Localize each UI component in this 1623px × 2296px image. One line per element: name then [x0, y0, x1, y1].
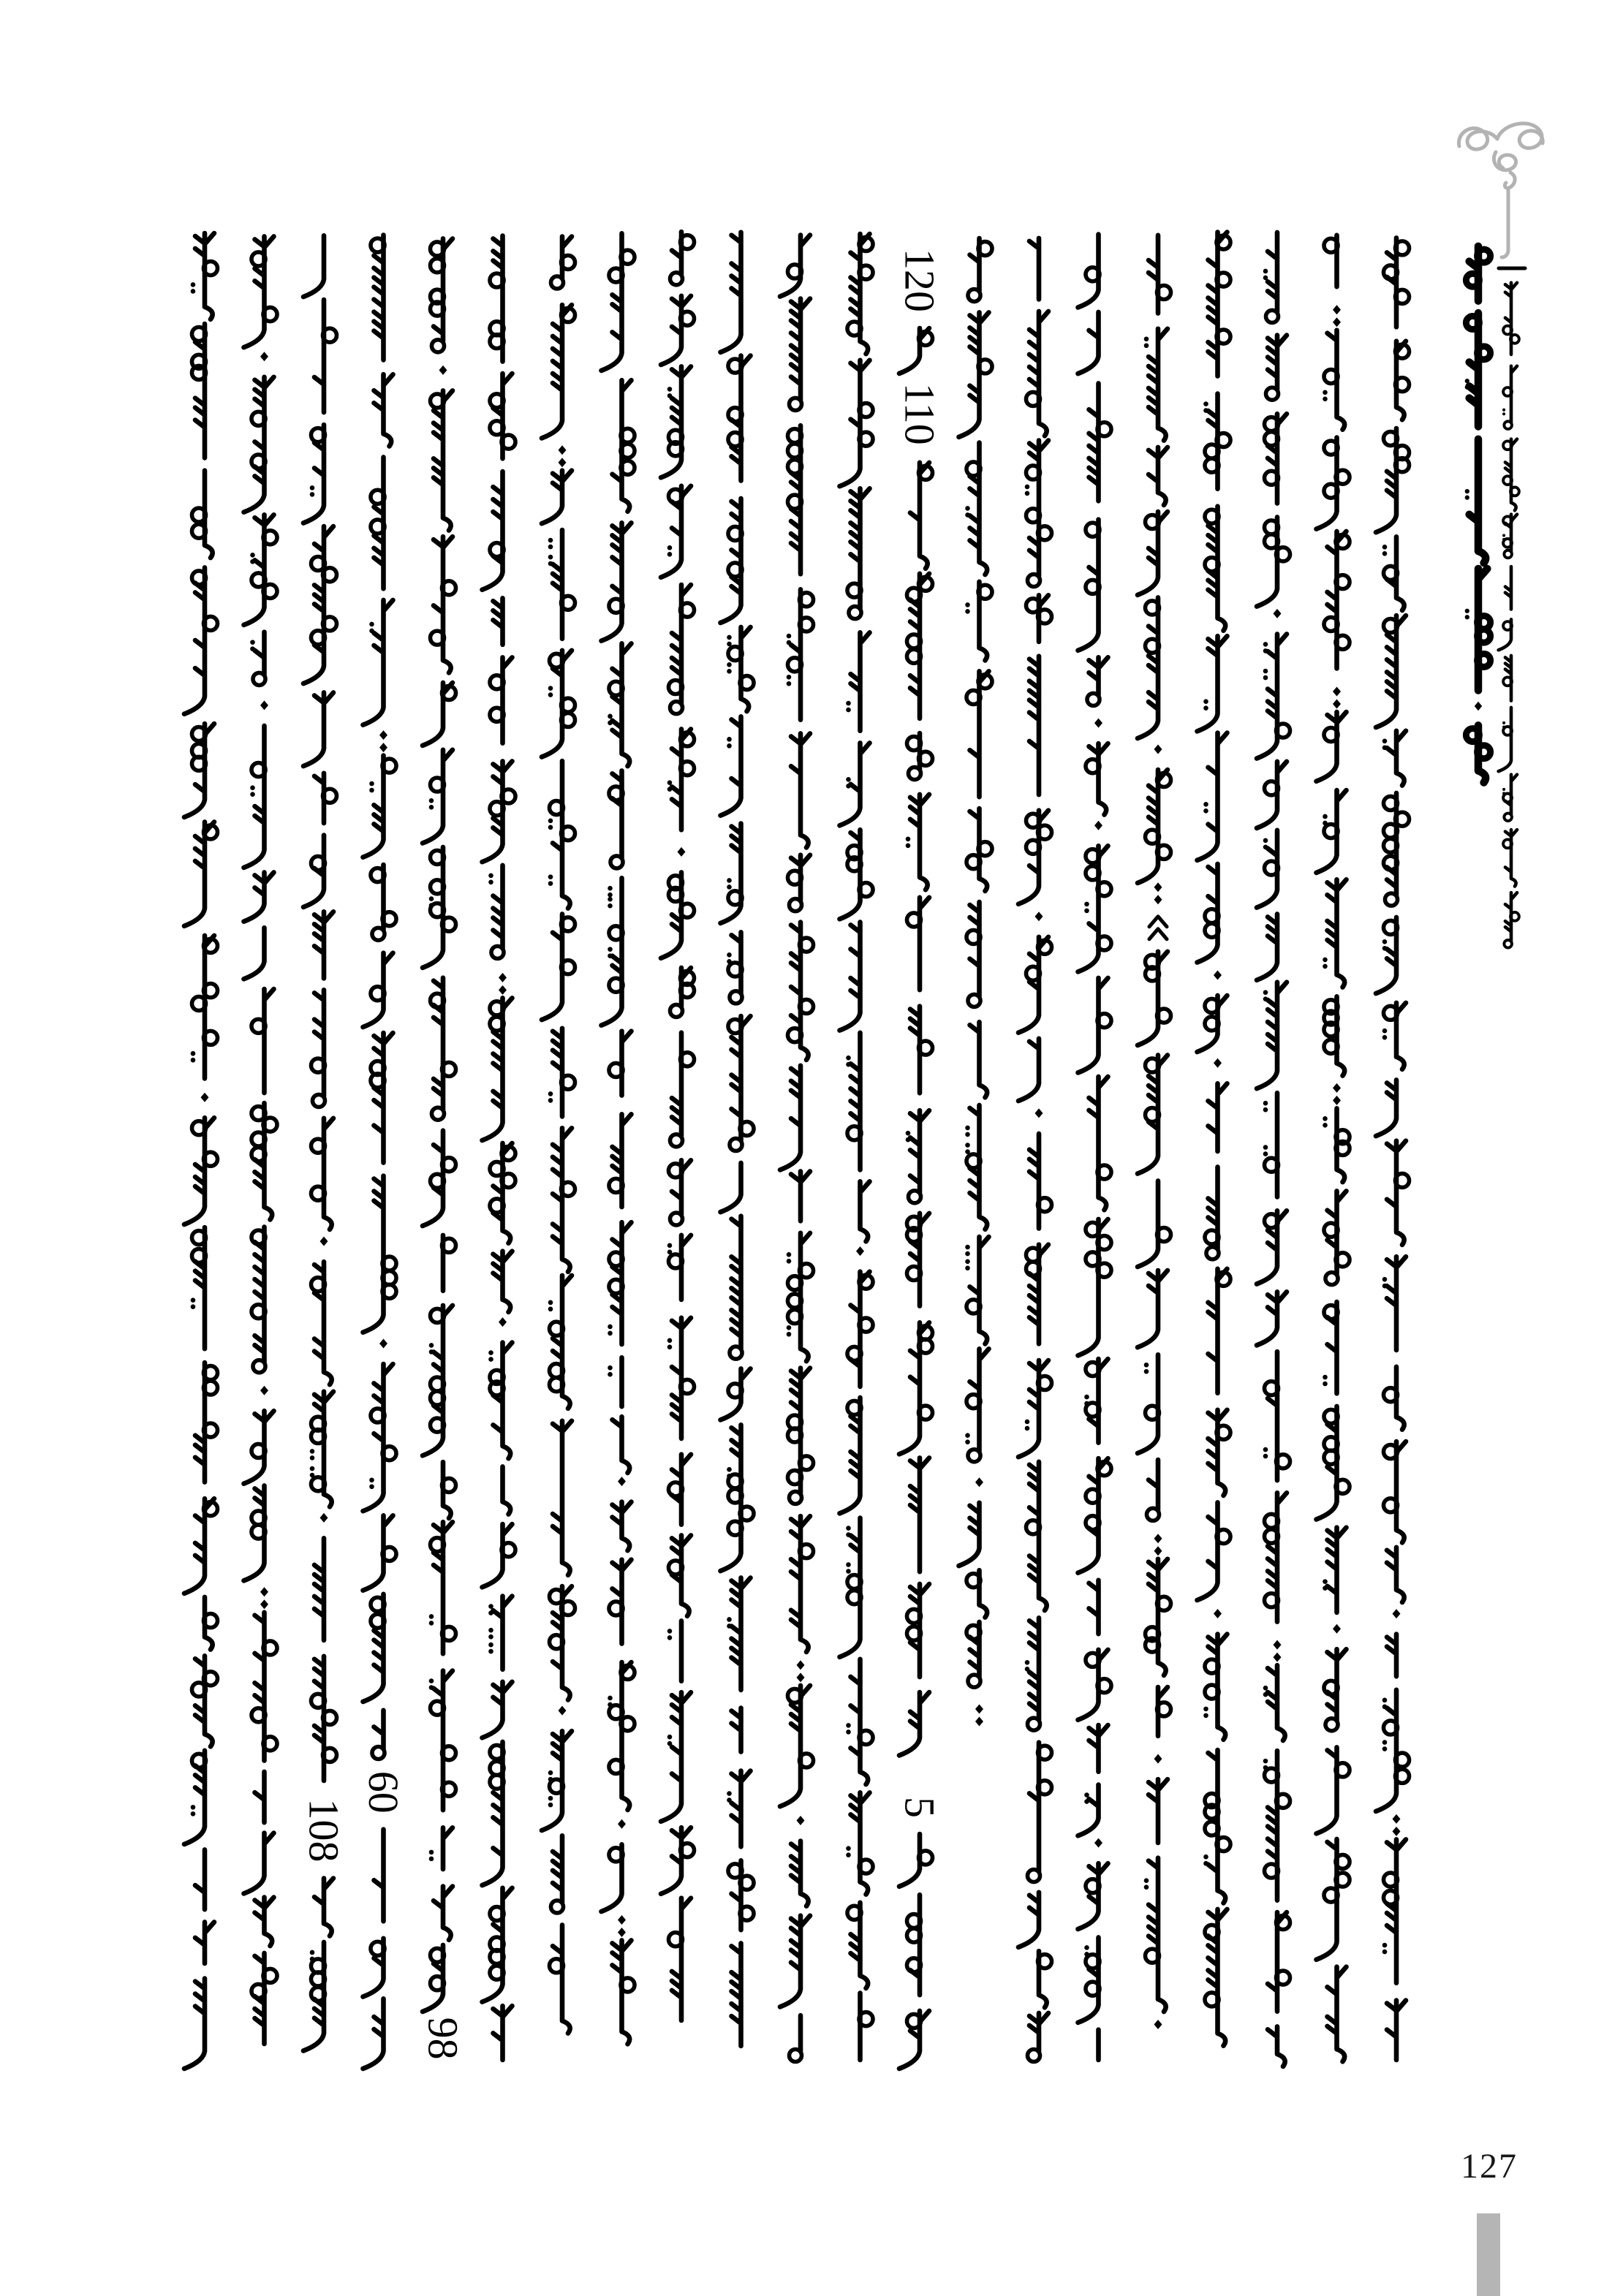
text-column: [840, 234, 874, 2060]
script-loop: [909, 768, 921, 780]
script-loop: [1325, 1273, 1338, 1285]
script-loop: [372, 928, 385, 940]
script-loop: [1503, 441, 1512, 450]
script-loop: [1028, 2050, 1040, 2062]
script-loop: [730, 1138, 742, 1151]
script-loop: [1503, 839, 1512, 848]
script-strokes: [1198, 232, 1227, 2046]
script-loop: [968, 289, 980, 302]
script-loop: [1028, 1870, 1040, 1882]
script-loop: [1028, 1718, 1040, 1730]
script-loop: [551, 276, 564, 289]
inline-number: 110: [896, 382, 944, 445]
script-loop: [1478, 629, 1491, 643]
text-column: [244, 236, 278, 2044]
text-column: [602, 233, 635, 2044]
script-loop: [372, 1747, 385, 1759]
script-loop: [253, 672, 265, 685]
script-loop: [1503, 516, 1512, 525]
script-dots: [906, 837, 911, 1143]
script-loop: [1466, 273, 1479, 287]
text-column: [542, 237, 575, 2034]
script-strokes: [1078, 235, 1108, 2060]
script-loop: [670, 273, 683, 285]
script-loop: [1504, 814, 1512, 822]
guillemet-mark: [1149, 917, 1167, 939]
text-column: [1078, 235, 1112, 2060]
text-column: [483, 235, 516, 2060]
inline-number: 60: [360, 1770, 407, 1814]
script-loop: [670, 1004, 683, 1017]
script-loop: [790, 398, 802, 410]
script-loop: [1478, 653, 1491, 667]
script-loop: [1385, 893, 1398, 906]
script-loop: [790, 899, 802, 912]
script-loop: [1503, 387, 1512, 396]
article-title-column: [1465, 246, 1491, 783]
script-strokes: [1317, 235, 1347, 2061]
script-loop: [1478, 346, 1491, 360]
script-loop: [1503, 677, 1512, 686]
script-loop: [1504, 940, 1512, 948]
script-loop: [670, 702, 683, 714]
script-loop: [1266, 387, 1279, 400]
script-loop: [849, 607, 861, 619]
script-loop: [1503, 476, 1512, 485]
text-column: [1198, 232, 1231, 2046]
inline-number: 5: [896, 1797, 944, 1818]
script-strokes: [244, 236, 274, 2044]
text-column: [184, 233, 218, 2069]
script-loop: [1466, 316, 1479, 329]
script-loop: [1466, 729, 1479, 742]
script-loop: [1503, 326, 1512, 335]
script-strokes: [840, 234, 870, 2060]
script-loop: [1503, 621, 1512, 630]
script-loop: [1504, 550, 1512, 558]
script-loop: [730, 1346, 742, 1359]
script-loop: [730, 991, 742, 1004]
text-column: [1317, 235, 1350, 2061]
script-loop: [790, 2050, 802, 2062]
script-loop: [313, 1094, 325, 1107]
script-loop: [1028, 575, 1040, 587]
script-loop: [968, 1450, 980, 1462]
script-strokes: [661, 232, 691, 2020]
script-loop: [1478, 746, 1491, 759]
script-loop: [670, 1134, 683, 1147]
script-loop: [1206, 1247, 1219, 1259]
script-loop: [1325, 1719, 1338, 1731]
script-loop: [551, 1901, 564, 1913]
script-loop: [1504, 421, 1512, 429]
text-column: [1257, 232, 1290, 2066]
script-loop: [1510, 335, 1519, 344]
script-loop: [1478, 249, 1491, 262]
script-strokes: [1376, 238, 1406, 2060]
script-loop: [909, 1191, 921, 1203]
script-strokes: [303, 235, 333, 2050]
script-loop: [968, 1675, 980, 1687]
text-column: [1018, 238, 1052, 2062]
text-column: [959, 238, 993, 1726]
script-loop: [790, 1491, 802, 1504]
inline-number: 108: [300, 1798, 348, 1863]
text-column: [420, 238, 467, 2059]
page-edge-tab: [1477, 2213, 1500, 2296]
text-column: [780, 235, 814, 2062]
inline-number: 120: [896, 249, 944, 312]
script-dots: [1502, 409, 1505, 795]
script-loop: [432, 1107, 444, 1120]
text-column: [896, 249, 944, 2069]
text-column: [360, 235, 407, 2069]
text-column: [300, 235, 348, 2050]
page-number: 127: [1461, 2147, 1518, 2186]
flourish-ornament-icon: [1459, 124, 1543, 257]
script-loop: [610, 856, 623, 868]
script-strokes: [542, 237, 572, 2034]
text-column: [1138, 235, 1171, 2029]
script-strokes: [1257, 232, 1287, 2066]
text-block: [184, 232, 1519, 2069]
script-loop: [491, 946, 504, 958]
script-loop: [670, 1213, 683, 1225]
text-column: [661, 232, 695, 2020]
script-loop: [1510, 912, 1519, 921]
text-column: [721, 232, 754, 2046]
script-loop: [1266, 310, 1279, 322]
inline-number: 98: [419, 2017, 467, 2060]
script-loop: [432, 340, 444, 352]
script-loop: [968, 994, 980, 1007]
script-strokes: [1499, 283, 1517, 941]
running-title-column: [1499, 283, 1519, 948]
text-column: [1376, 238, 1410, 2060]
script-loop: [1087, 693, 1100, 705]
script-loop: [1147, 1508, 1159, 1520]
script-loop: [1510, 488, 1519, 496]
script-loop: [253, 1360, 265, 1373]
